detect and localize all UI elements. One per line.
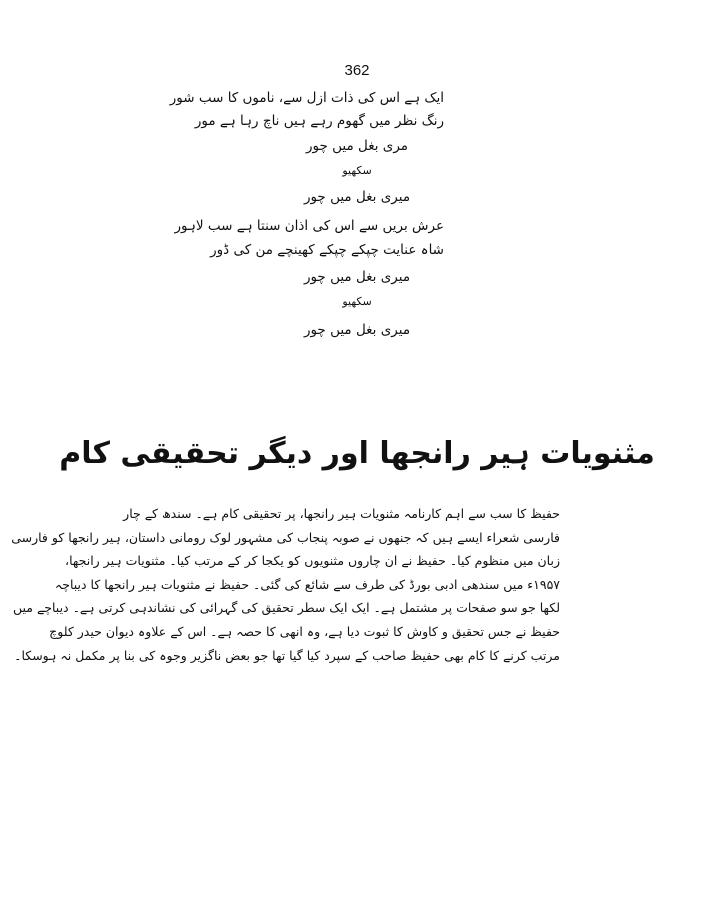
poem-line: میری بغل میں چور	[303, 269, 411, 285]
paragraph-line: فارسی شعراء ایسے ہیں کہ جنھوں نے صوبہ پنجاب کی مشہور لوک رومانی داستان، ہیر رانجھا کو فارسی	[11, 529, 560, 545]
paragraph-line: زبان میں منظوم کیا۔ حفیظ نے ان چاروں مثنویوں کو یکجا کر کے مرتب کیا۔ مثنویات ہیر رانجھا،	[65, 553, 560, 569]
poem-line: سکھیو	[342, 295, 372, 308]
poem-line: رنگ نظر میں گھوم رہے ہیں ناچ رہا ہے مور	[194, 113, 444, 129]
poem-line: شاہ عنایت چپکے چپکے کھینچے من کی ڈور	[210, 242, 444, 258]
paragraph-line: حفیظ کا سب سے اہم کارنامہ مثنویات ہیر رانجھا، پر تحقیقی کام ہے۔ سندھ کے چار	[123, 506, 560, 521]
poem-line: سکھیو	[342, 164, 372, 177]
paragraph-line: حفیظ نے جس تحقیق و کاوش کا ثبوت دیا ہے، وہ انھی کا حصہ ہے۔ اس کے علاوہ دیوان حیدر کلوچ	[49, 623, 560, 639]
poem-line: ایک ہے اس کی ذات ازل سے، ناموں کا سب شور	[169, 90, 444, 106]
poem-line: مری بغل میں چور	[305, 138, 409, 154]
paragraph-line: ۱۹۵۷ء میں سندھی ادبی بورڈ کی طرف سے شائع کی گئی۔ حفیظ نے مثنویات ہیر رانجھا کا دیباچہ	[54, 576, 560, 592]
section-heading: مثنویات ہیر رانجھا اور دیگر تحقیقی کام	[59, 436, 655, 471]
poem-line: عرش بریں سے اس کی اذان سنتا ہے سب لاہور	[174, 218, 444, 234]
page-number: 362	[344, 62, 370, 79]
poem-line: میری بغل میں چور	[303, 322, 411, 338]
poem-line: میری بغل میں چور	[303, 189, 411, 205]
paragraph-line: مرتب کرنے کا کام بھی حفیظ صاحب کے سپرد کیا گیا تھا جو بعض ناگزیر وجوہ کی بنا پر مکمل نہ ہوسکا۔	[14, 647, 560, 663]
paragraph-line: لکھا جو سو صفحات پر مشتمل ہے۔ ایک ایک سطر تحقیق کی گہرائی کی نشاندہی کرتی ہے۔ دیباچے میں	[12, 600, 560, 616]
section-paragraph	[11, 502, 560, 667]
